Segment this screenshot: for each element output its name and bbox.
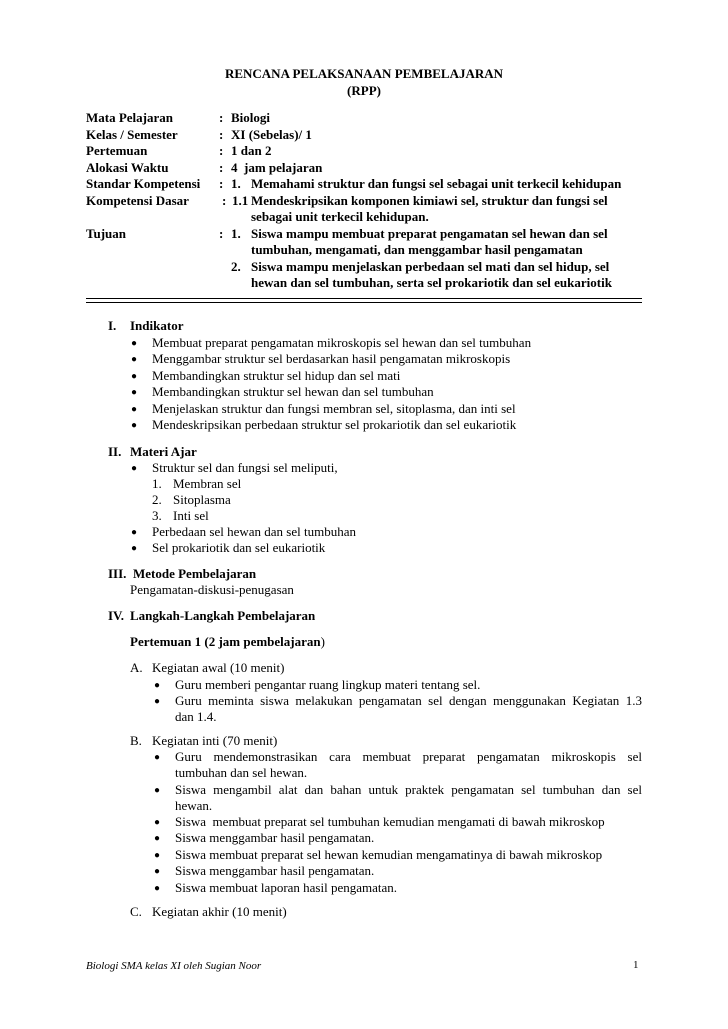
bullet-icon: ● xyxy=(131,463,138,474)
label-tujuan: Tujuan xyxy=(86,226,126,241)
step-title-akhir: Kegiatan akhir (10 menit) xyxy=(152,904,287,919)
list-item: Menjelaskan struktur dan fungsi membran sel, sitoplasma, dan inti sel xyxy=(152,401,516,416)
list-item-cont: tumbuhan dan sel hewan. xyxy=(175,765,308,780)
value-tujuan-2: Siswa mampu menjelaskan perbedaan sel mati dan sel hidup, sel xyxy=(251,259,610,274)
step-title-awal: Kegiatan awal (10 menit) xyxy=(152,660,285,675)
bullet-icon: ● xyxy=(131,404,138,415)
label-alokasi-waktu: Alokasi Waktu xyxy=(86,160,169,175)
section-title-materi-ajar: Materi Ajar xyxy=(130,444,197,459)
document-subtitle: (RPP) xyxy=(347,83,381,98)
step-title-inti: Kegiatan inti (70 menit) xyxy=(152,733,278,748)
bullet-icon: ● xyxy=(154,680,161,691)
sub-item: Inti sel xyxy=(173,508,209,523)
list-item: Mendeskripsikan perbedaan struktur sel prokariotik dan sel eukariotik xyxy=(152,417,517,432)
bullet-icon: ● xyxy=(131,527,138,538)
footer-text: Biologi SMA kelas XI oleh Sugian Noor xyxy=(86,960,262,972)
number: 1.1 xyxy=(232,193,249,208)
bullet-icon: ● xyxy=(154,850,161,861)
sub-item: Membran sel xyxy=(173,476,242,491)
bullet-icon: ● xyxy=(154,883,161,894)
section-title-langkah: Langkah-Langkah Pembelajaran xyxy=(130,608,316,623)
bullet-icon: ● xyxy=(154,696,161,707)
value-mata-pelajaran: Biologi xyxy=(231,110,271,125)
label-pertemuan: Pertemuan xyxy=(86,143,148,158)
list-item-cont: hewan. xyxy=(175,798,213,813)
step-letter: C. xyxy=(130,904,142,919)
list-item-cont: dan 1.4. xyxy=(175,709,217,724)
value-pertemuan: 1 dan 2 xyxy=(231,143,272,158)
label-standar-kompetensi: Standar Kompetensi xyxy=(86,176,201,191)
list-item: Guru mendemonstrasikan cara membuat preparat pengamatan mikroskopis sel xyxy=(175,749,642,764)
colon: : xyxy=(219,226,224,241)
list-item: Siswa mengambil alat dan bahan untuk praktek pengamatan sel tumbuhan dan sel xyxy=(175,782,642,797)
meeting-heading xyxy=(130,634,325,650)
bullet-icon: ● xyxy=(154,785,161,796)
divider xyxy=(86,298,642,299)
sub-item: Sitoplasma xyxy=(173,492,231,507)
bullet-icon: ● xyxy=(154,833,161,844)
colon: : xyxy=(219,176,224,191)
sub-number: 3. xyxy=(152,508,162,523)
bullet-icon: ● xyxy=(154,817,161,828)
sub-number: 2. xyxy=(152,492,162,507)
bullet-icon: ● xyxy=(154,752,161,763)
page-number: 1 xyxy=(633,959,639,971)
number: 1. xyxy=(231,176,241,191)
bullet-icon: ● xyxy=(131,420,138,431)
meeting-heading-close: ) xyxy=(320,634,325,649)
list-item: Menggambar struktur sel berdasarkan hasil pengamatan mikroskopis xyxy=(152,351,511,366)
list-item: Sel prokariotik dan sel eukariotik xyxy=(152,540,326,555)
metode-text: Pengamatan-diskusi-penugasan xyxy=(130,582,294,597)
list-item: Guru meminta siswa melakukan pengamatan sel dengan menggunakan Kegiatan 1.3 xyxy=(175,693,642,708)
bullet-icon: ● xyxy=(131,371,138,382)
bullet-icon: ● xyxy=(131,338,138,349)
section-number: IV. xyxy=(108,608,125,623)
list-item: Struktur sel dan fungsi sel meliputi, xyxy=(152,460,338,475)
list-item: Siswa menggambar hasil pengamatan. xyxy=(175,830,375,845)
section-number: II. xyxy=(108,444,122,459)
value-tujuan-2-cont: hewan dan sel tumbuhan, serta sel prokariotik dan sel eukariotik xyxy=(251,275,612,290)
value-alokasi-waktu: 4 jam pelajaran xyxy=(231,160,323,175)
value-standar-kompetensi: Memahami struktur dan fungsi sel sebagai unit terkecil kehidupan xyxy=(251,176,622,191)
list-item: Siswa membuat preparat sel hewan kemudian mengamatinya di bawah mikroskop xyxy=(175,847,603,862)
label-kelas-semester: Kelas / Semester xyxy=(86,127,178,142)
section-number: I. xyxy=(108,318,117,333)
bullet-icon: ● xyxy=(131,543,138,554)
colon: : xyxy=(222,193,227,208)
list-item: Perbedaan sel hewan dan sel tumbuhan xyxy=(152,524,356,539)
colon: : xyxy=(219,143,224,158)
list-item: Membandingkan struktur sel hewan dan sel tumbuhan xyxy=(152,384,434,399)
section-number: III. xyxy=(108,566,127,581)
list-item: Siswa menggambar hasil pengamatan. xyxy=(175,863,375,878)
sub-number: 1. xyxy=(152,476,162,491)
value-kelas-semester: XI (Sebelas)/ 1 xyxy=(231,127,312,142)
list-item: Siswa membuat preparat sel tumbuhan kemudian mengamati di bawah mikroskop xyxy=(175,814,605,829)
value-tujuan-1-cont: tumbuhan, mengamati, dan menggambar hasil pengamatan xyxy=(251,242,583,257)
section-title-indikator: Indikator xyxy=(130,318,184,333)
step-letter: A. xyxy=(130,660,143,675)
value-kompetensi-dasar: Mendeskripsikan komponen kimiawi sel, struktur dan fungsi sel xyxy=(251,193,608,208)
number: 2. xyxy=(231,259,241,274)
list-item: Membuat preparat pengamatan mikroskopis sel hewan dan sel tumbuhan xyxy=(152,335,532,350)
colon: : xyxy=(219,160,224,175)
number: 1. xyxy=(231,226,241,241)
bullet-icon: ● xyxy=(131,387,138,398)
list-item: Guru memberi pengantar ruang lingkup materi tentang sel. xyxy=(175,677,481,692)
list-item: Siswa membuat laporan hasil pengamatan. xyxy=(175,880,398,895)
bullet-icon: ● xyxy=(154,866,161,877)
divider xyxy=(86,302,642,303)
colon: : xyxy=(219,110,224,125)
list-item: Membandingkan struktur sel hidup dan sel mati xyxy=(152,368,401,383)
bullet-icon: ● xyxy=(131,354,138,365)
colon: : xyxy=(219,127,224,142)
section-title-metode: Metode Pembelajaran xyxy=(133,566,257,581)
label-mata-pelajaran: Mata Pelajaran xyxy=(86,110,174,125)
value-tujuan-1: Siswa mampu membuat preparat pengamatan sel hewan dan sel xyxy=(251,226,608,241)
label-kompetensi-dasar: Kompetensi Dasar xyxy=(86,193,189,208)
meeting-heading-text: Pertemuan 1 (2 jam pembelajaran xyxy=(130,634,321,649)
step-letter: B. xyxy=(130,733,142,748)
document-title: RENCANA PELAKSANAAN PEMBELAJARAN xyxy=(224,66,504,81)
value-kompetensi-dasar-cont: sebagai unit terkecil kehidupan. xyxy=(251,209,429,224)
